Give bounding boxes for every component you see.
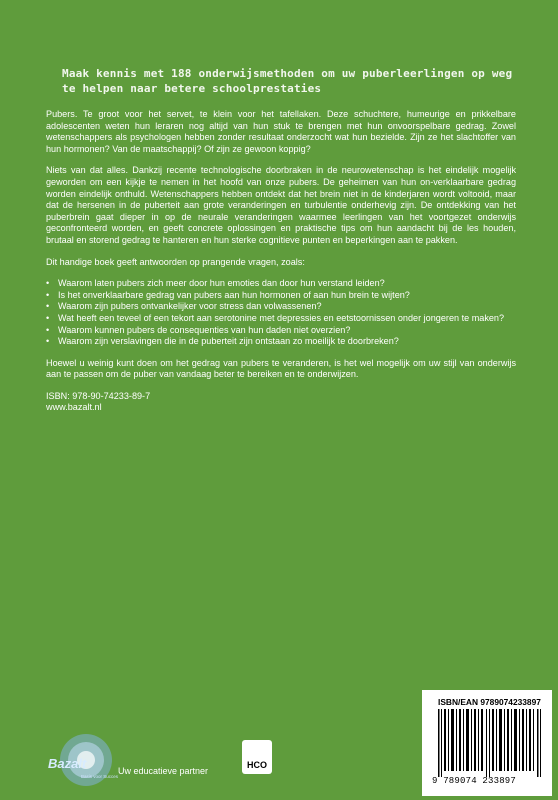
list-item: • Waarom kunnen pubers de consequenties van hun daden niet overzien?	[46, 325, 516, 337]
isbn-text: ISBN: 978-90-74233-89-7	[46, 390, 151, 401]
questions-list	[46, 278, 516, 348]
barcode-label: ISBN/EAN 9789074233897	[438, 697, 541, 707]
list-item: • Waarom zijn verslavingen die in de puberteit zijn ontstaan zo moeilijk te doorbreken?	[46, 336, 516, 348]
website-link[interactable]: www.bazalt.nl	[46, 402, 102, 413]
barcode-digits: 9 789074 233897	[432, 776, 517, 786]
hco-logo-text: HCO	[247, 760, 267, 770]
publisher-logo-sub: Basis voor Succes	[81, 774, 119, 779]
list-item: • Wat heeft een teveel of een tekort aan serotonine met depressies en eetstoornissen onder jongeren te maken?	[46, 313, 516, 325]
intro-paragraph: Pubers. Te groot voor het servet, te klein voor het tafellaken. Deze schuchtere, humeurige en prikkelbare adolescenten weten hun leraren nog altijd van hun stuk te brengen met hun onvoorspelbare gedrag. Zowel wetenschappers als psychologen hebben zonder resultaat onderzocht wat hun bezielde. Zijn ze het slachtoffer van hun hormonen? Van de maatschappij? Of zijn ze gewoon koppig?	[46, 109, 516, 154]
list-item: • Waarom laten pubers zich meer door hun emoties dan door hun verstand leiden?	[46, 278, 516, 290]
list-item: • Is het onverklaarbare gedrag van pubers aan hun hormonen of aan hun brein te wijten?	[46, 290, 516, 302]
questions-intro: Dit handige boek geeft antwoorden op prangende vragen, zoals:	[46, 256, 305, 267]
barcode-icon	[438, 709, 544, 777]
back-cover-heading: Maak kennis met 188 onderwijsmethoden om uw puberleerlingen op weg te helpen naar betere schoolprestaties	[62, 67, 513, 95]
publisher-tagline: Uw educatieve partner	[118, 766, 209, 776]
book-info	[46, 391, 516, 414]
body-text	[46, 109, 516, 414]
closing-paragraph: Hoewel u weinig kunt doen om het gedrag van pubers te veranderen, is het wel mogelijk om uw stijl van onderwijs aan te passen om de puber van vandaag beter te bereiken en te onderwijzen.	[46, 357, 516, 380]
main-paragraph: Niets van dat alles. Dankzij recente technologische doorbraken in de neurowetenschap is het eindelijk mogelijk geworden om een kijkje te nemen in het hoofd van onze pubers. De geheimen van hun on-verklaarbare gedrag worden eindelijk onthuld. Wetenschappers hebben ontdekt dat het brein niet in de kinderjaren wordt voltooid, maar dat de hersenen in de puberteit aan grote veranderingen en turbulentie onderhevig zijn. De ontdekking van het puberbrein gaat dieper in op de neurale veranderingen waarmee leerlingen van het voortgezet onderwijs geconfronteerd worden, en geeft concrete oplossingen en praktische tips om hun aandacht bij de les houden, brutaal en storend gedrag te hanteren en hun sterke cognitieve punten en beperkingen aan te pakken.	[46, 165, 516, 245]
publisher-logo-text: Bazalt	[48, 756, 87, 771]
list-item: • Waarom zijn pubers ontvankelijker voor stress dan volwassenen?	[46, 301, 516, 313]
